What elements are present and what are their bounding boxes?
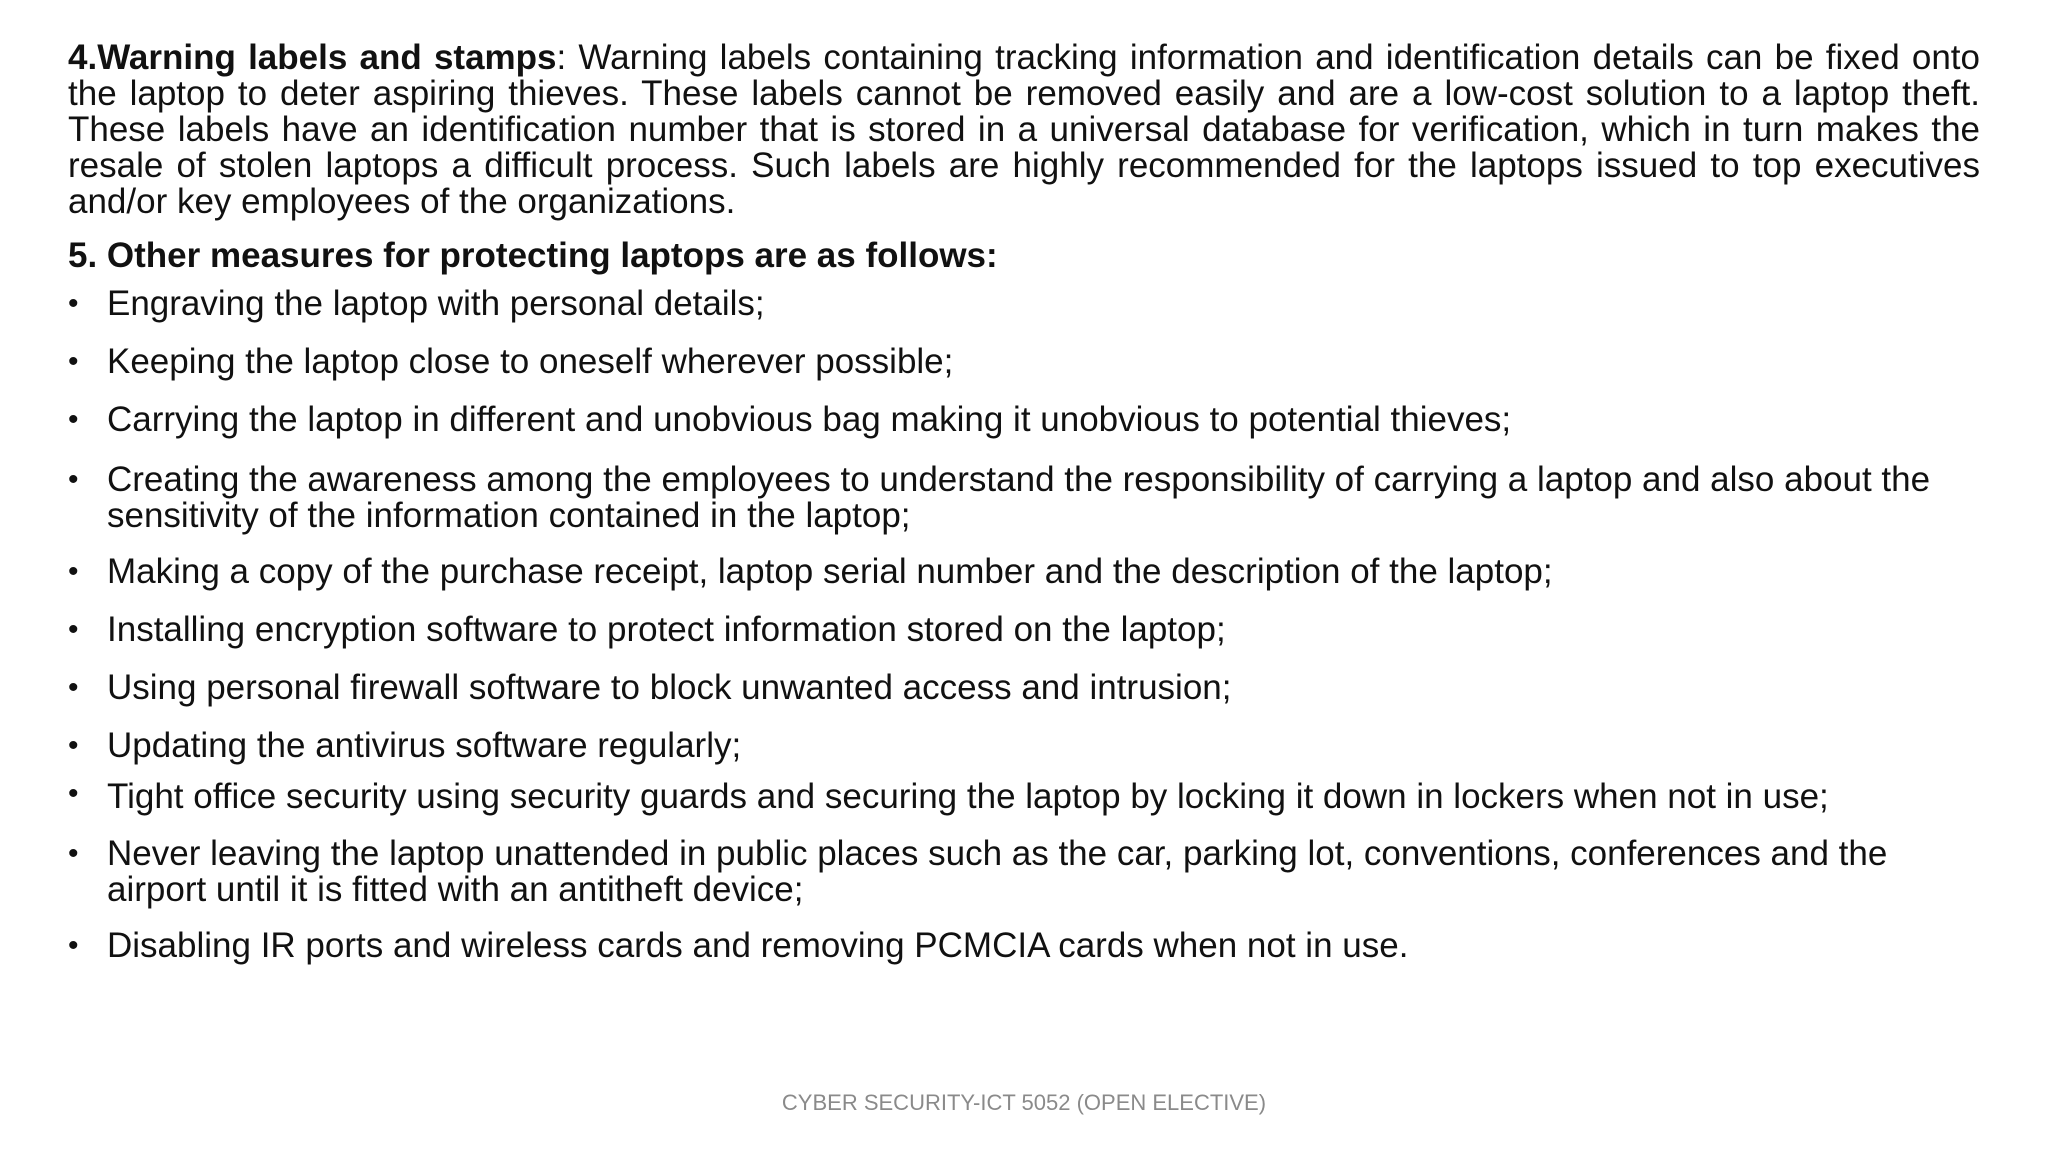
bullet-icon: • — [68, 613, 79, 646]
list-item — [68, 344, 1980, 380]
section-heading: 5. Other measures for protecting laptops are as follows: — [68, 236, 998, 275]
bullet-icon: • — [68, 463, 79, 496]
bullet-icon: • — [68, 345, 79, 378]
bullet-icon: • — [68, 287, 79, 320]
list-item — [68, 836, 1980, 908]
list-item — [68, 776, 1980, 818]
list-item-text: Updating the antivirus software regularly; — [107, 726, 742, 765]
bullet-icon: • — [68, 729, 79, 762]
list-item-text: Installing encryption software to protect information stored on the laptop; — [107, 610, 1226, 649]
list-item — [68, 554, 1980, 590]
bullet-icon: • — [68, 403, 79, 436]
list-item-text: Tight office security using security guards and securing the laptop by locking it down in lockers when not in use; — [107, 777, 1829, 816]
list-item-text: Making a copy of the purchase receipt, laptop serial number and the description of the laptop; — [107, 552, 1553, 591]
bullet-icon: • — [68, 837, 79, 870]
list-item-text: Using personal firewall software to block unwanted access and intrusion; — [107, 668, 1232, 707]
bullet-icon: • — [68, 777, 79, 810]
list-item-text: Never leaving the laptop unattended in public places such as the car, parking lot, conventions, conferences and the airport until it is fitted with an antitheft device; — [107, 834, 1888, 909]
measures-list — [68, 286, 1980, 964]
list-item — [68, 462, 1980, 534]
list-item-text: Creating the awareness among the employees to understand the responsibility of carrying a laptop and also about the sensitivity of the information contained in the laptop; — [107, 460, 1931, 535]
list-item — [68, 670, 1980, 706]
bullet-icon: • — [68, 671, 79, 704]
list-item-text: Engraving the laptop with personal details; — [107, 284, 765, 323]
list-item-text: Carrying the laptop in different and unobvious bag making it unobvious to potential thieves; — [107, 400, 1512, 439]
list-item — [68, 928, 1980, 964]
paragraph-lead: 4.Warning labels and stamps — [68, 38, 557, 77]
slide-footer: CYBER SECURITY-ICT 5052 (OPEN ELECTIVE) — [781, 1090, 1267, 1115]
paragraph-text: : Warning labels containing tracking information and identification details can be fixed onto the laptop to deter aspiring thieves. These labels cannot be removed easily and are a low-cost solution to a laptop theft. These labels have an identification number that is stored in a universal database for verification, which in turn makes the resale of stolen laptops a difficult process. Such labels are highly recommended for the laptops issued to top executives and/or key employees of the organizations. — [68, 38, 1980, 221]
list-item-text: Keeping the laptop close to oneself wherever possible; — [107, 342, 954, 381]
list-item — [68, 728, 1980, 764]
list-item — [68, 286, 1980, 322]
bullet-icon: • — [68, 929, 79, 962]
slide-content — [68, 40, 1980, 964]
warning-labels-paragraph — [68, 40, 1980, 220]
list-item — [68, 402, 1980, 438]
list-item-text: Disabling IR ports and wireless cards and removing PCMCIA cards when not in use. — [107, 926, 1409, 965]
bullet-icon: • — [68, 555, 79, 588]
list-item — [68, 612, 1980, 648]
